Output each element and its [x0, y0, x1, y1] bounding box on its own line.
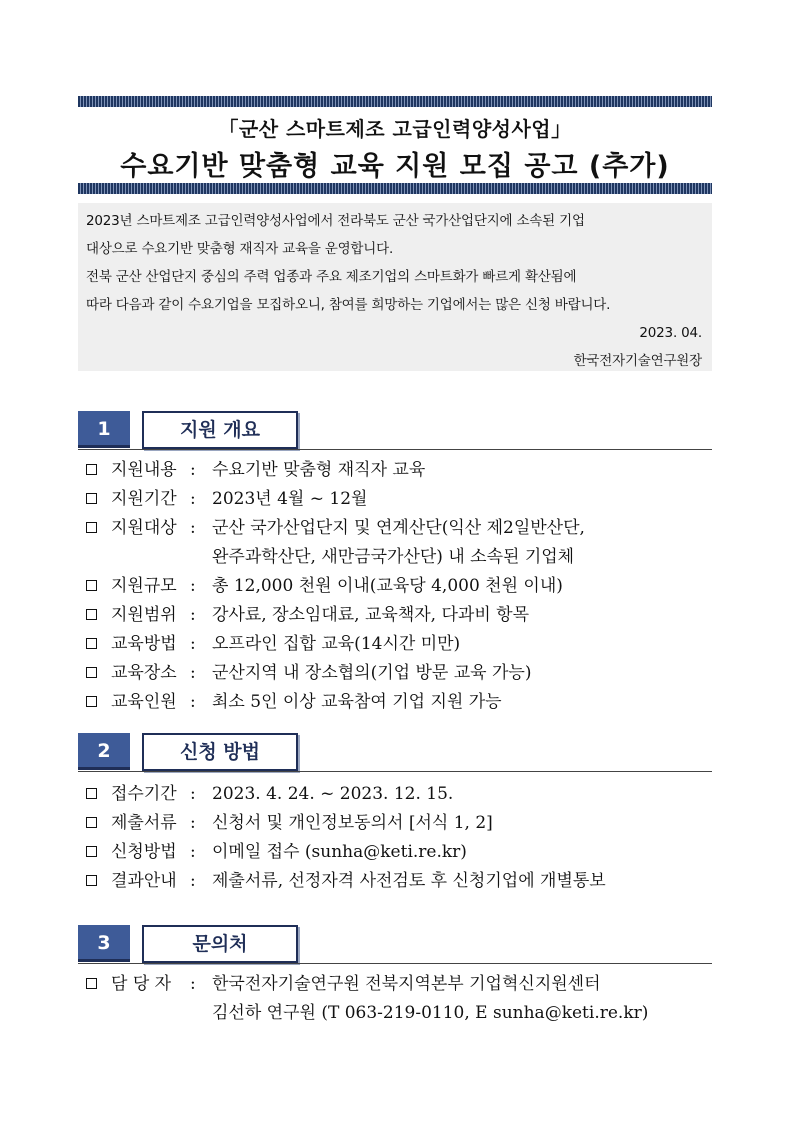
- list-item-continuation: [86, 543, 712, 572]
- intro-line: 2023년 스마트제조 고급인력양성사업에서 전라북도 군산 국가산업단지에 소속된 기업: [86, 213, 585, 229]
- item-label: 지원대상: [111, 518, 177, 538]
- intro-line: 전북 군산 산업단지 중심의 주력 업종과 주요 제조기업의 스마트화가 빠르게 확산됨에: [86, 269, 577, 285]
- title-bottom-stripe: [78, 183, 712, 194]
- item-value: 한국전자기술연구원 전북지역본부 기업혁신지원센터: [212, 974, 601, 994]
- list-item: [86, 659, 712, 688]
- section-title: 지원 개요: [142, 411, 298, 449]
- list-item: [86, 572, 712, 601]
- item-value: 총 12,000 천원 이내(교육당 4,000 천원 이내): [212, 576, 563, 596]
- item-colon: :: [190, 842, 196, 862]
- list-item: [86, 456, 712, 485]
- section-3-header: [78, 925, 308, 963]
- item-colon: :: [190, 692, 196, 712]
- list-item: [86, 630, 712, 659]
- list-item: [86, 780, 712, 809]
- item-label: 교육방법: [111, 634, 177, 654]
- item-label: 신청방법: [111, 842, 177, 862]
- item-colon: :: [190, 576, 196, 596]
- checkbox-bullet-icon: [86, 817, 97, 828]
- list-item: [86, 514, 712, 543]
- section-3-items: [86, 970, 712, 1028]
- section-1-items: [86, 456, 712, 717]
- item-value: 군산 국가산업단지 및 연계산단(익산 제2일반산단,: [212, 518, 585, 538]
- section-number: 3: [78, 925, 130, 962]
- item-value: 강사료, 장소임대료, 교육책자, 다과비 항목: [212, 605, 530, 625]
- notice-title: 수요기반 맞춤형 교육 지원 모집 공고 (추가): [120, 151, 670, 182]
- item-label: 교육인원: [111, 692, 177, 712]
- checkbox-bullet-icon: [86, 638, 97, 649]
- section-2-header: [78, 733, 308, 771]
- item-colon: :: [190, 605, 196, 625]
- item-label: 교육장소: [111, 663, 177, 683]
- item-value-continued: 김선하 연구원 (T 063-219-0110, E sunha@keti.re.kr): [212, 1003, 649, 1023]
- list-item: [86, 867, 712, 896]
- item-label: 지원규모: [111, 576, 177, 596]
- item-value: 수요기반 맞춤형 재직자 교육: [212, 460, 426, 480]
- checkbox-bullet-icon: [86, 522, 97, 533]
- section-1-header: [78, 411, 308, 449]
- item-colon: :: [190, 460, 196, 480]
- section-title: 신청 방법: [142, 733, 298, 771]
- item-colon: :: [190, 784, 196, 804]
- list-item: [86, 688, 712, 717]
- item-label: 지원범위: [111, 605, 177, 625]
- checkbox-bullet-icon: [86, 875, 97, 886]
- title-top-stripe: [78, 96, 712, 107]
- list-item: [86, 809, 712, 838]
- item-value: 오프라인 집합 교육(14시간 미만): [212, 634, 461, 654]
- intro-line: 따라 다음과 같이 수요기업을 모집하오니, 참여를 희망하는 기업에서는 많은 신청 바랍니다.: [86, 297, 611, 313]
- item-label: 접수기간: [111, 784, 177, 804]
- item-value-continued: 완주과학산단, 새만금국가산단) 내 소속된 기업체: [212, 547, 575, 567]
- item-value: 군산지역 내 장소협의(기업 방문 교육 가능): [212, 663, 532, 683]
- checkbox-bullet-icon: [86, 846, 97, 857]
- checkbox-bullet-icon: [86, 464, 97, 475]
- item-label: 제출서류: [111, 813, 177, 833]
- item-colon: :: [190, 974, 196, 994]
- list-item: [86, 601, 712, 630]
- checkbox-bullet-icon: [86, 667, 97, 678]
- item-colon: :: [190, 871, 196, 891]
- checkbox-bullet-icon: [86, 580, 97, 591]
- checkbox-bullet-icon: [86, 788, 97, 799]
- item-label: 지원기간: [111, 489, 177, 509]
- checkbox-bullet-icon: [86, 696, 97, 707]
- item-label: 담 당 자: [111, 974, 172, 994]
- item-colon: :: [190, 813, 196, 833]
- item-colon: :: [190, 634, 196, 654]
- checkbox-bullet-icon: [86, 978, 97, 989]
- section-divider: [78, 771, 712, 772]
- checkbox-bullet-icon: [86, 609, 97, 620]
- item-colon: :: [190, 489, 196, 509]
- intro-date: 2023. 04.: [639, 325, 702, 341]
- item-value: 제출서류, 선정자격 사전검토 후 신청기업에 개별통보: [212, 871, 606, 891]
- intro-line: 대상으로 수요기반 맞춤형 재직자 교육을 운영합니다.: [86, 241, 394, 257]
- item-colon: :: [190, 518, 196, 538]
- section-number: 1: [78, 411, 130, 448]
- list-item: [86, 970, 712, 999]
- list-item: [86, 485, 712, 514]
- item-label: 지원내용: [111, 460, 177, 480]
- program-title: 「군산 스마트제조 고급인력양성사업」: [218, 117, 572, 141]
- section-number: 2: [78, 733, 130, 770]
- item-value: 2023. 4. 24. ~ 2023. 12. 15.: [212, 784, 454, 804]
- item-value: 2023년 4월 ~ 12월: [212, 489, 368, 509]
- section-divider: [78, 449, 712, 450]
- item-value: 이메일 접수 (sunha@keti.re.kr): [212, 842, 467, 862]
- section-2-items: [86, 780, 712, 896]
- item-value: 신청서 및 개인정보동의서 [서식 1, 2]: [212, 813, 493, 833]
- list-item-continuation: [86, 999, 712, 1028]
- list-item: [86, 838, 712, 867]
- section-title: 문의처: [142, 925, 298, 963]
- item-colon: :: [190, 663, 196, 683]
- item-value: 최소 5인 이상 교육참여 기업 지원 가능: [212, 692, 502, 712]
- item-label: 결과안내: [111, 871, 177, 891]
- section-divider: [78, 963, 712, 964]
- checkbox-bullet-icon: [86, 493, 97, 504]
- intro-box: [78, 203, 712, 371]
- intro-signer: 한국전자기술연구원장: [573, 353, 702, 369]
